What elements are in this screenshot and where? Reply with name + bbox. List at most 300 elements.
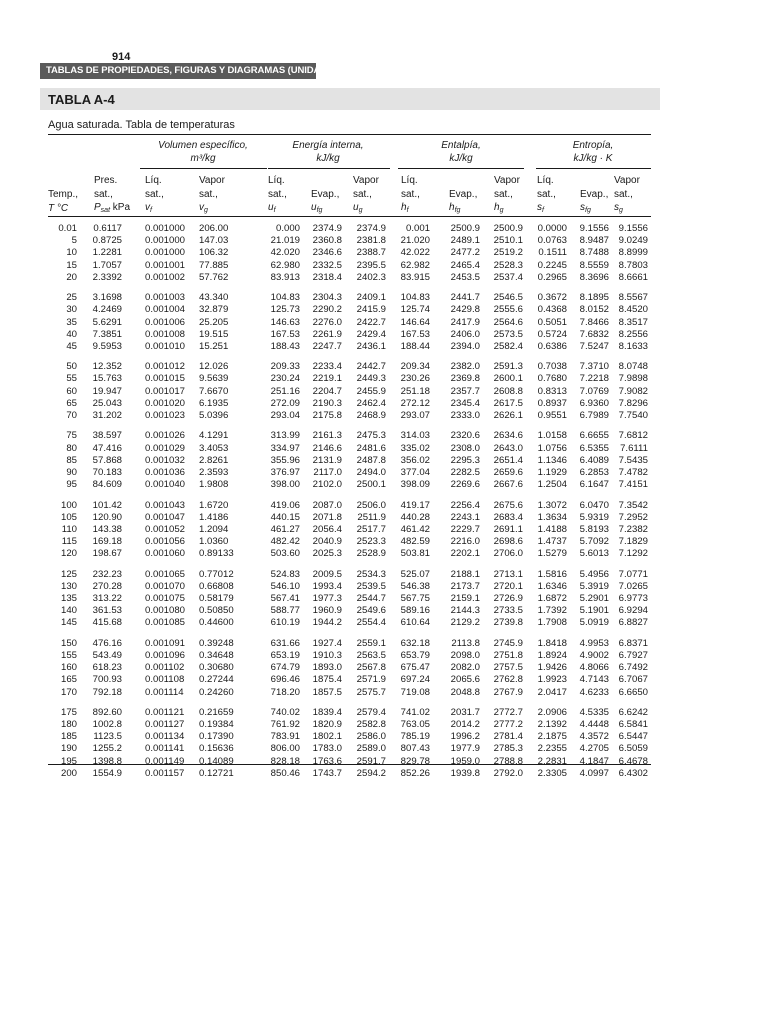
cell-temp: 165: [60, 674, 77, 686]
cell-hf: 503.81: [400, 548, 430, 560]
row-group: [0, 292, 768, 353]
cell-uf: 783.91: [270, 731, 300, 743]
cell-hf: 807.43: [400, 743, 430, 755]
cell-hfg: 2256.4: [450, 499, 480, 511]
cell-ufg: 2025.3: [312, 548, 342, 560]
cell-temp: 125: [60, 568, 77, 580]
cell-vg: 147.03: [199, 235, 229, 247]
cell-hf: 567.75: [400, 593, 430, 604]
col-header-line: sat.,: [494, 188, 513, 200]
cell-vg: 1.0360: [199, 536, 229, 548]
col-header-line: Líq.: [401, 175, 418, 186]
group-header-enthalpy: Entalpía, kJ/kg: [441, 140, 481, 164]
cell-vg: 0.58179: [199, 593, 234, 604]
cell-hf: 314.03: [400, 430, 430, 442]
table-row: [0, 443, 768, 455]
cell-hfg: 2269.6: [450, 479, 480, 491]
col-header-hg: [494, 174, 520, 218]
cell-vf: 0.001091: [145, 637, 186, 649]
cell-uf: 828.18: [270, 755, 300, 767]
row-group: [0, 361, 768, 422]
cell-uf: 806.00: [270, 743, 300, 755]
cell-ug: 2506.0: [356, 499, 386, 511]
col-header-sfg: [580, 174, 608, 218]
cell-pres: 476.16: [92, 637, 122, 649]
cell-sg: 7.4782: [618, 466, 648, 478]
col-header-line: sat.,: [145, 188, 164, 200]
cell-hg: 2691.1: [493, 523, 523, 535]
cell-ug: 2402.3: [356, 271, 386, 283]
row-group: [0, 430, 768, 491]
cell-hfg: 1996.2: [450, 731, 480, 743]
cell-pres: 0.6117: [93, 223, 122, 234]
cell-uf: 376.97: [270, 466, 300, 478]
cell-ug: 2409.1: [356, 292, 386, 304]
cell-ufg: 2247.7: [312, 340, 342, 352]
cell-ufg: 1960.9: [312, 605, 342, 617]
cell-vg: 6.1935: [199, 397, 229, 409]
cell-sf: 1.2504: [537, 479, 567, 491]
cell-hfg: 2308.0: [450, 442, 480, 454]
table-row: [0, 329, 768, 341]
col-header-line: Vapor: [353, 175, 379, 186]
table-row: [0, 467, 768, 479]
cell-ug: 2500.1: [356, 479, 386, 491]
cell-sfg: 4.7143: [579, 674, 609, 686]
cell-sg: 7.9082: [618, 385, 648, 397]
cell-hf: 461.42: [400, 523, 430, 535]
col-header-line: Evap.,: [580, 188, 609, 200]
cell-ug: 2544.7: [356, 593, 386, 604]
table-row: [0, 707, 768, 719]
cell-sf: 1.1346: [537, 454, 567, 466]
cell-sf: 0.7038: [537, 361, 567, 373]
cell-ug: 2395.5: [356, 259, 386, 271]
cell-vf: 0.001002: [145, 271, 186, 283]
cell-sfg: 4.9002: [579, 649, 609, 661]
cell-sf: 1.0158: [537, 430, 567, 442]
cell-ug: 2554.4: [356, 617, 386, 629]
cell-pres: 4.2469: [92, 304, 122, 316]
cell-ug: 2468.9: [356, 410, 386, 421]
cell-sf: 0.8313: [537, 385, 567, 397]
cell-sg: 9.0249: [618, 235, 648, 247]
col-header-line: [311, 174, 339, 188]
col-header-line: sat.,: [401, 188, 420, 200]
cell-ug: 2462.4: [356, 397, 386, 409]
col-header-line: Líq.: [268, 175, 285, 186]
cell-ug: 2415.9: [356, 304, 386, 316]
col-header-sf: [537, 174, 556, 218]
cell-temp: 40: [66, 328, 77, 340]
table-top-rule: [48, 134, 651, 135]
cell-vg: 106.32: [199, 247, 229, 259]
cell-sfg: 7.2218: [579, 373, 609, 385]
cell-hfg: 1959.0: [450, 755, 480, 767]
cell-sfg: 5.1901: [579, 605, 609, 617]
cell-vf: 0.001000: [145, 247, 186, 259]
cell-hg: 2767.9: [493, 686, 523, 698]
cell-sf: 0.5724: [537, 328, 567, 340]
cell-temp: 20: [66, 271, 77, 283]
cell-pres: 2.3392: [92, 271, 122, 283]
cell-sf: 0.2245: [537, 259, 567, 271]
col-header-temp: Temp., T °C: [48, 189, 79, 214]
cell-temp: 145: [60, 617, 77, 629]
cell-sg: 6.6242: [618, 706, 648, 718]
cell-hf: 829.78: [400, 755, 430, 767]
cell-hg: 2785.3: [493, 743, 523, 755]
cell-sg: 8.7803: [618, 259, 648, 271]
cell-hg: 2510.1: [493, 235, 523, 247]
cell-sfg: 8.7488: [579, 247, 609, 259]
cell-pres: 415.68: [92, 617, 122, 629]
cell-vf: 0.001085: [145, 617, 186, 629]
cell-sf: 1.8924: [537, 649, 567, 661]
cell-ufg: 2040.9: [312, 536, 342, 548]
cell-ug: 2523.3: [356, 536, 386, 548]
cell-ufg: 2056.4: [312, 523, 342, 535]
cell-ufg: 1820.9: [312, 719, 342, 731]
cell-uf: 0.000: [275, 223, 300, 234]
cell-ufg: 2276.0: [312, 316, 342, 328]
cell-temp: 105: [60, 511, 77, 523]
cell-ug: 2494.0: [356, 466, 386, 478]
table-row: [0, 398, 768, 410]
cell-sf: 1.9426: [537, 662, 567, 674]
cell-ufg: 2204.7: [312, 385, 342, 397]
cell-sg: 6.7927: [618, 649, 648, 661]
cell-vf: 0.001026: [145, 430, 186, 442]
cell-pres: 618.23: [92, 662, 122, 674]
book-section-banner: TABLAS DE PROPIEDADES, FIGURAS Y DIAGRAMAS (UNIDADES SI): [40, 63, 316, 79]
cell-temp: 170: [60, 686, 77, 698]
cell-hg: 2608.8: [493, 385, 523, 397]
cell-sfg: 5.3919: [579, 580, 609, 592]
cell-hg: 2726.9: [493, 593, 523, 604]
cell-sf: 1.7392: [537, 605, 567, 617]
group-rule-energy: [268, 168, 390, 169]
table-row: [0, 455, 768, 467]
cell-ug: 2559.1: [356, 637, 386, 649]
table-row: [0, 743, 768, 755]
cell-hf: 419.17: [400, 499, 430, 511]
cell-vg: 7.6670: [199, 385, 229, 397]
table-row: [0, 768, 768, 780]
col-header-symbol: $h_{fg}$: [449, 202, 461, 214]
cell-hg: 2537.4: [493, 271, 523, 283]
cell-hf: 589.16: [400, 605, 430, 617]
cell-hf: 167.53: [400, 328, 430, 340]
cell-hg: 2651.4: [493, 454, 523, 466]
cell-ufg: 1993.4: [312, 580, 342, 592]
cell-hf: 188.44: [400, 340, 430, 352]
table-row: [0, 687, 768, 699]
col-header-line: Vapor: [494, 175, 520, 186]
cell-uf: 718.20: [270, 686, 300, 698]
table-row: [0, 731, 768, 743]
cell-vg: 0.27244: [199, 674, 234, 686]
cell-uf: 610.19: [270, 617, 300, 629]
col-header-line: [449, 174, 477, 188]
cell-ug: 2594.2: [356, 767, 386, 779]
cell-ufg: 2332.5: [312, 259, 342, 271]
cell-vg: 0.50850: [199, 605, 234, 617]
cell-sfg: 8.5559: [579, 259, 609, 271]
cell-vf: 0.001023: [145, 410, 186, 421]
cell-temp: 140: [60, 605, 77, 617]
cell-hfg: 2229.7: [450, 523, 480, 535]
cell-hg: 2634.6: [493, 430, 523, 442]
cell-hfg: 1939.8: [450, 767, 480, 779]
group-rule-volume: [140, 168, 267, 169]
cell-ug: 2539.5: [356, 580, 386, 592]
group-header-volume: Volumen específico, m³/kg: [158, 140, 248, 164]
cell-sfg: 8.1895: [579, 292, 609, 304]
cell-hg: 2600.1: [493, 373, 523, 385]
cell-sfg: 7.5247: [579, 340, 609, 352]
col-header-symbol: $h_g$: [494, 202, 504, 214]
cell-hg: 2555.6: [493, 304, 523, 316]
cell-ufg: 2261.9: [312, 328, 342, 340]
table-body: [0, 223, 768, 788]
cell-vf: 0.001003: [145, 292, 186, 304]
cell-uf: 761.92: [270, 719, 300, 731]
cell-ug: 2481.6: [356, 442, 386, 454]
cell-uf: 440.15: [270, 511, 300, 523]
page-number: 914: [112, 51, 131, 63]
cell-sg: 6.6650: [618, 686, 648, 698]
cell-sg: 6.5841: [618, 719, 648, 731]
cell-ug: 2517.7: [356, 523, 386, 535]
cell-uf: 42.020: [270, 247, 300, 259]
cell-ufg: 2233.4: [312, 361, 342, 373]
cell-vf: 0.001060: [145, 548, 186, 560]
cell-hg: 2667.6: [493, 479, 523, 491]
cell-vf: 0.001020: [145, 397, 186, 409]
cell-sf: 1.5816: [537, 568, 567, 580]
cell-temp: 45: [66, 340, 77, 352]
cell-pres: 84.609: [92, 479, 122, 491]
cell-pres: 361.53: [92, 605, 122, 617]
cell-hf: 632.18: [400, 637, 430, 649]
table-row: [0, 430, 768, 442]
cell-ug: 2575.7: [356, 686, 386, 698]
cell-vf: 0.001075: [145, 593, 186, 604]
cell-sf: 1.4737: [537, 536, 567, 548]
cell-ug: 2586.0: [356, 731, 386, 743]
cell-sfg: 6.4089: [579, 454, 609, 466]
cell-pres: 198.67: [92, 548, 122, 560]
cell-hg: 2626.1: [493, 410, 523, 421]
cell-hg: 2617.5: [493, 397, 523, 409]
cell-sf: 0.0763: [537, 235, 567, 247]
cell-sf: 2.0417: [537, 686, 567, 698]
cell-ug: 2381.8: [356, 235, 386, 247]
cell-pres: 1002.8: [92, 719, 122, 731]
cell-hg: 2713.1: [493, 568, 523, 580]
cell-pres: 1554.9: [92, 767, 122, 779]
table-row: [0, 410, 768, 422]
col-header-pres: Pres. sat., $P_{sat}$ kPa: [94, 175, 131, 214]
cell-temp: 115: [61, 536, 77, 548]
table-row: [0, 548, 768, 560]
cell-ufg: 2374.9: [312, 223, 342, 234]
col-header-symbol: $s_f$: [537, 202, 544, 214]
cell-sf: 2.1875: [537, 731, 567, 743]
cell-pres: 1123.5: [93, 731, 122, 743]
cell-ufg: 2219.1: [312, 373, 342, 385]
cell-temp: 25: [66, 292, 77, 304]
cell-pres: 9.5953: [92, 340, 122, 352]
cell-vf: 0.001056: [145, 536, 186, 548]
cell-vg: 32.879: [199, 304, 229, 316]
cell-pres: 25.043: [92, 397, 122, 409]
cell-ufg: 1927.4: [312, 637, 342, 649]
cell-uf: 674.79: [270, 662, 300, 674]
cell-hf: 525.07: [400, 568, 430, 580]
cell-ufg: 2175.8: [312, 410, 342, 421]
cell-sg: 7.7540: [618, 410, 648, 421]
cell-hfg: 2098.0: [450, 649, 480, 661]
cell-temp: 85: [66, 454, 77, 466]
col-header-ufg: [311, 174, 339, 218]
table-subtitle: Agua saturada. Tabla de temperaturas: [48, 119, 235, 131]
cell-vf: 0.001015: [145, 373, 186, 385]
table-row: [0, 605, 768, 617]
cell-pres: 892.60: [92, 706, 122, 718]
row-group: [0, 569, 768, 630]
cell-hg: 2643.0: [493, 442, 523, 454]
cell-sg: 8.5567: [618, 292, 648, 304]
cell-vf: 0.001065: [145, 568, 186, 580]
cell-sf: 2.3305: [537, 767, 567, 779]
row-group: [0, 707, 768, 780]
col-header-symbol: $v_f$: [145, 202, 152, 214]
cell-vg: 5.0396: [199, 410, 229, 421]
cell-pres: 120.90: [92, 511, 122, 523]
cell-sf: 1.7908: [537, 617, 567, 629]
col-header-ug: [353, 174, 379, 218]
cell-uf: 272.09: [270, 397, 300, 409]
cell-hg: 2582.4: [493, 340, 523, 352]
cell-ufg: 1763.6: [312, 755, 342, 767]
cell-vf: 0.001047: [145, 511, 186, 523]
cell-vg: 3.4053: [199, 442, 229, 454]
cell-vg: 0.24260: [199, 686, 234, 698]
cell-sg: 6.8827: [618, 617, 648, 629]
cell-hfg: 2333.0: [450, 410, 480, 421]
cell-hfg: 2113.8: [451, 637, 480, 649]
cell-sf: 0.6386: [537, 340, 567, 352]
cell-uf: 524.83: [270, 568, 300, 580]
cell-vg: 1.2094: [199, 523, 229, 535]
table-row: [0, 386, 768, 398]
cell-vg: 0.30680: [199, 662, 234, 674]
cell-hfg: 2082.0: [450, 662, 480, 674]
col-header-line: sat.,: [268, 188, 287, 200]
row-group: [0, 500, 768, 561]
cell-sfg: 5.2901: [579, 593, 609, 604]
table-row: [0, 536, 768, 548]
cell-sf: 0.3672: [537, 292, 567, 304]
cell-vf: 0.001036: [145, 466, 186, 478]
col-header-line: Vapor: [614, 175, 640, 186]
cell-vf: 0.001008: [145, 328, 186, 340]
cell-hfg: 2406.0: [450, 328, 480, 340]
cell-hfg: 2394.0: [450, 340, 480, 352]
cell-temp: 175: [60, 706, 77, 718]
cell-sg: 6.4302: [618, 767, 648, 779]
cell-hf: 675.47: [400, 662, 430, 674]
cell-sfg: 4.3572: [579, 731, 609, 743]
cell-sf: 0.1511: [538, 247, 567, 259]
cell-ufg: 1977.3: [312, 593, 342, 604]
cell-sfg: 7.3710: [579, 361, 609, 373]
cell-hf: 42.022: [400, 247, 430, 259]
cell-sf: 0.8937: [537, 397, 567, 409]
cell-uf: 230.24: [270, 373, 300, 385]
col-header-line: sat.,: [353, 188, 372, 200]
cell-ug: 2534.3: [356, 568, 386, 580]
cell-sg: 8.8999: [618, 247, 648, 259]
cell-uf: 546.10: [270, 580, 300, 592]
cell-temp: 155: [60, 649, 77, 661]
cell-sfg: 9.1556: [579, 223, 609, 234]
cell-pres: 1398.8: [92, 755, 122, 767]
cell-sg: 8.1633: [618, 340, 648, 352]
cell-temp: 185: [60, 731, 77, 743]
cell-sg: 7.1829: [618, 536, 648, 548]
cell-ug: 2589.0: [356, 743, 386, 755]
table-row: [0, 223, 768, 235]
cell-sg: 7.4151: [618, 479, 648, 491]
cell-vf: 0.001012: [145, 361, 186, 373]
col-header-line: sat.,: [614, 188, 633, 200]
cell-vf: 0.001043: [145, 499, 186, 511]
cell-uf: 503.60: [270, 548, 300, 560]
cell-hg: 2757.5: [493, 662, 523, 674]
cell-sg: 7.0771: [618, 568, 648, 580]
cell-pres: 169.18: [92, 536, 122, 548]
cell-ufg: 2087.0: [312, 499, 342, 511]
cell-vg: 2.3593: [199, 466, 229, 478]
cell-ufg: 1944.2: [312, 617, 342, 629]
cell-sg: 6.5059: [618, 743, 648, 755]
cell-sg: 6.8371: [618, 637, 648, 649]
col-header-symbol: $u_g$: [353, 202, 363, 214]
cell-sg: 6.9294: [618, 605, 648, 617]
cell-pres: 0.8725: [92, 235, 122, 247]
cell-sfg: 6.9360: [579, 397, 609, 409]
cell-hfg: 2500.9: [450, 223, 480, 234]
cell-temp: 180: [60, 719, 77, 731]
cell-hf: 763.05: [400, 719, 430, 731]
cell-vf: 0.001157: [145, 767, 185, 779]
cell-ug: 2579.4: [356, 706, 386, 718]
cell-hf: 21.020: [400, 235, 430, 247]
cell-ufg: 2346.6: [312, 247, 342, 259]
cell-vg: 57.762: [199, 271, 229, 283]
cell-pres: 101.42: [92, 499, 122, 511]
cell-vg: 0.89133: [199, 548, 234, 560]
col-header-vf: [145, 174, 164, 218]
cell-uf: 588.77: [270, 605, 300, 617]
cell-sg: 7.0265: [618, 580, 648, 592]
cell-hfg: 2320.6: [450, 430, 480, 442]
cell-vg: 0.19384: [199, 719, 234, 731]
cell-hf: 852.26: [400, 767, 430, 779]
